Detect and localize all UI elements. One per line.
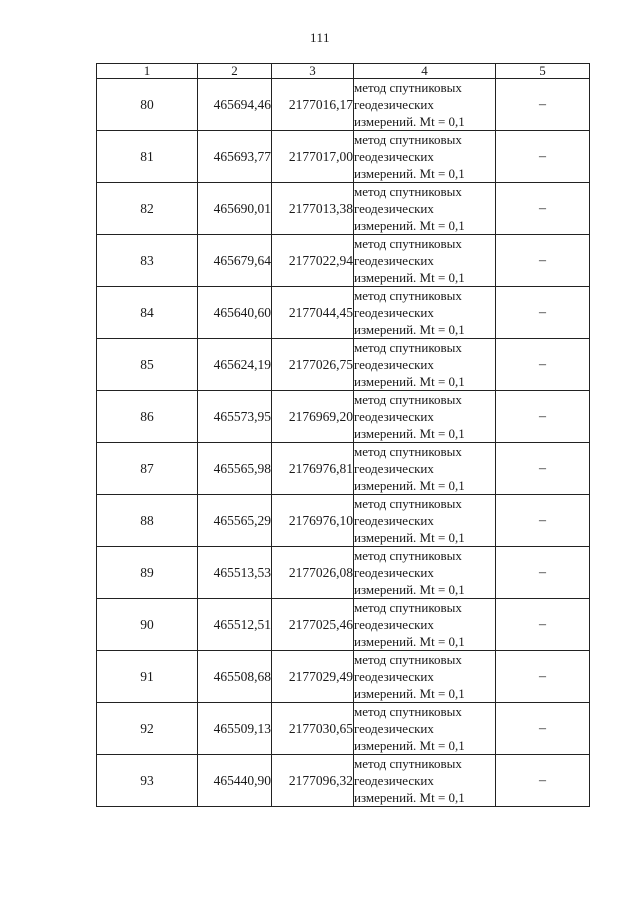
- method-line: геодезических: [354, 253, 434, 268]
- header-col-4: 4: [354, 64, 496, 79]
- x-coordinate-cell: 465573,95: [198, 391, 272, 443]
- note-cell: –: [496, 79, 590, 131]
- method-line: геодезических: [354, 305, 434, 320]
- method-line: метод спутниковых: [354, 444, 462, 459]
- table-row: [97, 131, 590, 183]
- method-cell: [354, 547, 496, 599]
- y-coordinate-cell: 2177016,17: [272, 79, 354, 131]
- method-cell: [354, 339, 496, 391]
- method-line: метод спутниковых: [354, 340, 462, 355]
- note-cell: –: [496, 443, 590, 495]
- method-line: геодезических: [354, 721, 434, 736]
- table-body: [97, 79, 590, 807]
- point-number-cell: 83: [97, 235, 198, 287]
- table-row: [97, 755, 590, 807]
- table-row: [97, 339, 590, 391]
- method-line: метод спутниковых: [354, 288, 462, 303]
- point-number-cell: 90: [97, 599, 198, 651]
- method-line: измерений. Mt = 0,1: [354, 530, 465, 545]
- method-cell: [354, 599, 496, 651]
- method-cell: [354, 235, 496, 287]
- page-number: 111: [309, 30, 331, 45]
- method-cell: [354, 79, 496, 131]
- note-cell: –: [496, 339, 590, 391]
- y-coordinate-cell: 2177017,00: [272, 131, 354, 183]
- method-line: измерений. Mt = 0,1: [354, 322, 465, 337]
- y-coordinate-cell: 2177013,38: [272, 183, 354, 235]
- method-line: измерений. Mt = 0,1: [354, 374, 465, 389]
- point-number-cell: 84: [97, 287, 198, 339]
- method-line: метод спутниковых: [354, 184, 462, 199]
- y-coordinate-cell: 2177044,45: [272, 287, 354, 339]
- note-cell: –: [496, 755, 590, 807]
- method-line: измерений. Mt = 0,1: [354, 114, 465, 129]
- method-line: измерений. Mt = 0,1: [354, 426, 465, 441]
- method-line: метод спутниковых: [354, 756, 462, 771]
- table-row: [97, 703, 590, 755]
- point-number-cell: 92: [97, 703, 198, 755]
- method-line: геодезических: [354, 201, 434, 216]
- point-number-cell: 89: [97, 547, 198, 599]
- point-number-cell: 82: [97, 183, 198, 235]
- method-line: измерений. Mt = 0,1: [354, 218, 465, 233]
- x-coordinate-cell: 465693,77: [198, 131, 272, 183]
- point-number-cell: 93: [97, 755, 198, 807]
- method-line: метод спутниковых: [354, 652, 462, 667]
- note-cell: –: [496, 703, 590, 755]
- y-coordinate-cell: 2177029,49: [272, 651, 354, 703]
- method-line: метод спутниковых: [354, 392, 462, 407]
- method-line: измерений. Mt = 0,1: [354, 686, 465, 701]
- method-line: измерений. Mt = 0,1: [354, 738, 465, 753]
- method-line: метод спутниковых: [354, 132, 462, 147]
- method-line: измерений. Mt = 0,1: [354, 790, 465, 805]
- x-coordinate-cell: 465513,53: [198, 547, 272, 599]
- method-line: геодезических: [354, 461, 434, 476]
- header-col-2: 2: [198, 64, 272, 79]
- x-coordinate-cell: 465509,13: [198, 703, 272, 755]
- table-header-row: [97, 64, 590, 79]
- x-coordinate-cell: 465694,46: [198, 79, 272, 131]
- table-row: [97, 443, 590, 495]
- note-cell: –: [496, 391, 590, 443]
- y-coordinate-cell: 2176976,10: [272, 495, 354, 547]
- y-coordinate-cell: 2177022,94: [272, 235, 354, 287]
- header-col-3: 3: [272, 64, 354, 79]
- y-coordinate-cell: 2177030,65: [272, 703, 354, 755]
- method-line: измерений. Mt = 0,1: [354, 478, 465, 493]
- method-line: геодезических: [354, 409, 434, 424]
- method-line: метод спутниковых: [354, 600, 462, 615]
- method-line: метод спутниковых: [354, 496, 462, 511]
- header-col-1: 1: [97, 64, 198, 79]
- table-row: [97, 495, 590, 547]
- method-line: метод спутниковых: [354, 548, 462, 563]
- table-row: [97, 391, 590, 443]
- method-cell: [354, 391, 496, 443]
- method-line: метод спутниковых: [354, 704, 462, 719]
- x-coordinate-cell: 465440,90: [198, 755, 272, 807]
- method-cell: [354, 651, 496, 703]
- method-line: метод спутниковых: [354, 80, 462, 95]
- header-col-5: 5: [496, 64, 590, 79]
- table-row: [97, 287, 590, 339]
- x-coordinate-cell: 465624,19: [198, 339, 272, 391]
- y-coordinate-cell: 2177096,32: [272, 755, 354, 807]
- note-cell: –: [496, 651, 590, 703]
- x-coordinate-cell: 465690,01: [198, 183, 272, 235]
- x-coordinate-cell: 465512,51: [198, 599, 272, 651]
- note-cell: –: [496, 131, 590, 183]
- method-cell: [354, 131, 496, 183]
- method-line: геодезических: [354, 513, 434, 528]
- y-coordinate-cell: 2176976,81: [272, 443, 354, 495]
- point-number-cell: 87: [97, 443, 198, 495]
- method-line: измерений. Mt = 0,1: [354, 634, 465, 649]
- method-line: измерений. Mt = 0,1: [354, 582, 465, 597]
- method-cell: [354, 755, 496, 807]
- point-number-cell: 86: [97, 391, 198, 443]
- method-cell: [354, 443, 496, 495]
- note-cell: –: [496, 599, 590, 651]
- x-coordinate-cell: 465508,68: [198, 651, 272, 703]
- point-number-cell: 81: [97, 131, 198, 183]
- point-number-cell: 91: [97, 651, 198, 703]
- x-coordinate-cell: 465565,29: [198, 495, 272, 547]
- point-number-cell: 88: [97, 495, 198, 547]
- method-cell: [354, 703, 496, 755]
- note-cell: –: [496, 495, 590, 547]
- note-cell: –: [496, 235, 590, 287]
- method-line: геодезических: [354, 97, 434, 112]
- table-row: [97, 235, 590, 287]
- method-line: геодезических: [354, 357, 434, 372]
- note-cell: –: [496, 287, 590, 339]
- method-line: метод спутниковых: [354, 236, 462, 251]
- method-line: геодезических: [354, 565, 434, 580]
- note-cell: –: [496, 547, 590, 599]
- y-coordinate-cell: 2176969,20: [272, 391, 354, 443]
- method-line: геодезических: [354, 669, 434, 684]
- method-cell: [354, 287, 496, 339]
- note-cell: –: [496, 183, 590, 235]
- coordinates-table: [96, 63, 590, 807]
- x-coordinate-cell: 465640,60: [198, 287, 272, 339]
- y-coordinate-cell: 2177026,08: [272, 547, 354, 599]
- table-row: [97, 183, 590, 235]
- y-coordinate-cell: 2177025,46: [272, 599, 354, 651]
- x-coordinate-cell: 465565,98: [198, 443, 272, 495]
- table-row: [97, 651, 590, 703]
- method-cell: [354, 183, 496, 235]
- point-number-cell: 80: [97, 79, 198, 131]
- method-line: измерений. Mt = 0,1: [354, 270, 465, 285]
- y-coordinate-cell: 2177026,75: [272, 339, 354, 391]
- point-number-cell: 85: [97, 339, 198, 391]
- method-line: геодезических: [354, 617, 434, 632]
- table-row: [97, 79, 590, 131]
- method-line: геодезических: [354, 149, 434, 164]
- method-line: геодезических: [354, 773, 434, 788]
- x-coordinate-cell: 465679,64: [198, 235, 272, 287]
- method-line: измерений. Mt = 0,1: [354, 166, 465, 181]
- table-row: [97, 599, 590, 651]
- table-row: [97, 547, 590, 599]
- method-cell: [354, 495, 496, 547]
